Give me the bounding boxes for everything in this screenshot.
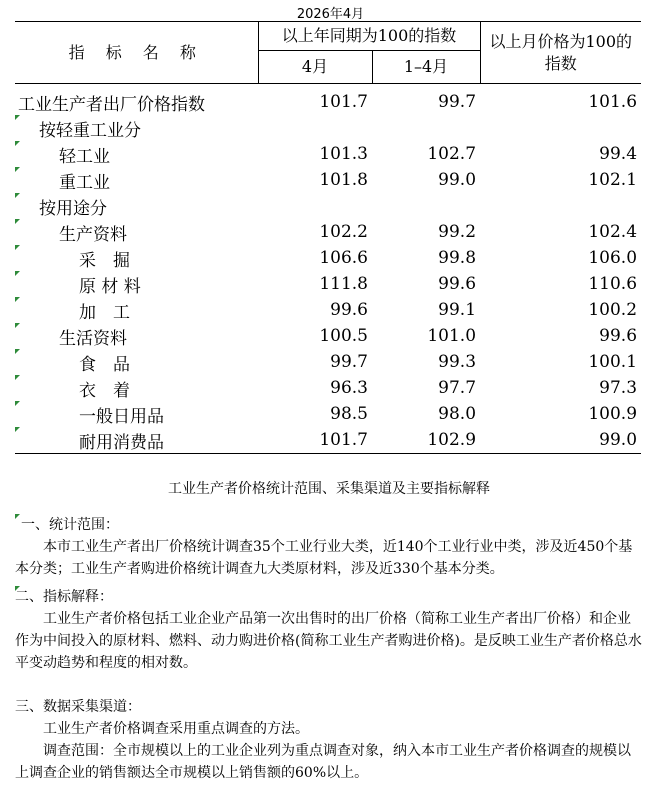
month-value: 101.7 xyxy=(258,427,372,454)
mom-value: 100.1 xyxy=(588,352,638,372)
indicator-name-cell xyxy=(15,427,258,454)
indicator-name: 生活资料 xyxy=(59,328,127,349)
table-row xyxy=(15,271,641,297)
table-row xyxy=(15,349,641,375)
scope-heading: 一、统计范围： xyxy=(21,517,119,533)
indicator-name: 重工业 xyxy=(59,172,110,193)
cell-marker-icon xyxy=(15,349,20,354)
ytd-value: 99.3 xyxy=(438,352,477,372)
ytd-value: 98.0 xyxy=(438,404,477,424)
indicator-name: 原 材 料 xyxy=(79,276,141,297)
indicator-name: 按轻重工业分 xyxy=(39,120,141,141)
indicator-name-cell xyxy=(15,401,258,427)
indicator-name-cell xyxy=(15,167,258,193)
collection-text-scope: 调查范围：全市规模以上的工业企业列为重点调查对象，纳入本市工业生产者价格调查的规模以上调查企业的销售额达全市规模以上销售额的60%以上。 xyxy=(15,743,631,781)
notes-section xyxy=(15,478,643,784)
cell-marker-icon xyxy=(15,167,20,172)
table-body xyxy=(15,84,641,454)
ytd-value: 99.0 xyxy=(438,170,477,190)
table-row xyxy=(15,219,641,245)
indicator-name: 加 工 xyxy=(79,302,130,323)
report-period: 2026年4月 xyxy=(296,7,365,22)
table-row xyxy=(15,84,641,116)
table-row xyxy=(15,401,641,427)
table-row xyxy=(15,375,641,401)
cell-marker-icon xyxy=(15,271,20,276)
mom-value: 99.6 xyxy=(599,326,638,346)
cell-marker-icon xyxy=(15,297,20,302)
ytd-value: 102.9 xyxy=(372,427,480,454)
month-value: 99.6 xyxy=(330,300,368,320)
month-value: 111.8 xyxy=(319,274,368,294)
month-value: 100.5 xyxy=(319,326,368,346)
table-row xyxy=(15,115,641,141)
cell-marker-icon xyxy=(15,586,20,591)
collection-heading: 三、数据采集渠道： xyxy=(15,699,141,715)
month-value: 98.5 xyxy=(330,404,368,424)
definition-text: 工业生产者价格包括工业企业产品第一次出售时的出厂价格（简称工业生产者出厂价格）和企业作为中间投入的原材料、燃料、动力购进价格(简称工业生产者购进价格)。是反映工业生产者价格总水平变动趋势和程度的相对数。 xyxy=(15,611,642,671)
collection-text-method: 工业生产者价格调查采用重点调查的方法。 xyxy=(43,721,309,737)
definition-heading: 二、指标解释： xyxy=(15,589,113,605)
price-index-table xyxy=(15,21,641,454)
indicator-name-cell xyxy=(15,193,258,219)
cell-marker-icon xyxy=(15,115,20,120)
cell-marker-icon xyxy=(15,427,20,432)
mom-value: 106.0 xyxy=(588,248,638,268)
mom-value: 102.4 xyxy=(588,222,638,242)
ytd-value: 101.0 xyxy=(427,326,477,346)
table-row xyxy=(15,297,641,323)
scope-text: 本市工业生产者出厂价格统计调查35个工业行业大类，近140个工业行业中类，涉及近450个基本分类；工业生产者购进价格统计调查九大类原材料，涉及近330个基本分类。 xyxy=(15,539,633,577)
mom-value: 100.9 xyxy=(588,404,638,424)
ytd-value: 102.7 xyxy=(427,144,477,164)
ytd-value: 99.7 xyxy=(438,92,477,112)
indicator-name: 一般日用品 xyxy=(79,406,164,427)
cell-marker-icon xyxy=(15,375,20,380)
table-row xyxy=(15,193,641,219)
notes-title: 工业生产者价格统计范围、采集渠道及主要指标解释 xyxy=(168,481,490,497)
table-row xyxy=(15,141,641,167)
mom-value: 97.3 xyxy=(599,378,638,398)
indicator-name-cell xyxy=(15,84,258,116)
yoy-group-header: 以上年同期为100的指数 xyxy=(258,22,480,51)
indicator-name-cell xyxy=(15,349,258,375)
ytd-value: 97.7 xyxy=(438,378,477,398)
indicator-name: 采 掘 xyxy=(79,250,130,271)
mom-value: 110.6 xyxy=(588,274,638,294)
definition-section xyxy=(15,586,643,608)
mom-value: 100.2 xyxy=(588,300,638,320)
month-header: 4月 xyxy=(258,51,372,84)
indicator-name: 轻工业 xyxy=(59,146,110,167)
month-value: 101.3 xyxy=(319,144,368,164)
indicator-name: 生产资料 xyxy=(59,224,127,245)
ytd-value xyxy=(372,193,480,219)
indicator-name-cell xyxy=(15,297,258,323)
ytd-value xyxy=(372,115,480,141)
month-value: 106.6 xyxy=(319,248,368,268)
indicator-name-cell xyxy=(15,141,258,167)
ytd-value: 99.6 xyxy=(438,274,477,294)
indicator-name: 按用途分 xyxy=(39,198,107,219)
scope-section xyxy=(15,514,643,536)
ytd-value: 99.2 xyxy=(438,222,477,242)
table-row xyxy=(15,167,641,193)
ytd-header: 1–4月 xyxy=(372,51,480,84)
month-value: 101.8 xyxy=(319,170,368,190)
table-row xyxy=(15,427,641,454)
mom-value xyxy=(480,193,641,219)
mom-value: 101.6 xyxy=(588,92,638,112)
indicator-name-cell xyxy=(15,271,258,297)
cell-marker-icon xyxy=(15,401,20,406)
mom-value xyxy=(480,115,641,141)
indicator-name-cell xyxy=(15,375,258,401)
indicator-name-cell xyxy=(15,219,258,245)
cell-marker-icon xyxy=(15,141,20,146)
month-value xyxy=(258,115,372,141)
table-row xyxy=(15,323,641,349)
mom-value: 99.0 xyxy=(480,427,641,454)
mom-header: 以上月价格为100的指数 xyxy=(480,22,641,84)
indicator-name: 耐用消费品 xyxy=(79,432,164,453)
ytd-value: 99.8 xyxy=(438,248,477,268)
cell-marker-icon xyxy=(15,514,20,519)
indicator-header: 指 标 名 称 xyxy=(15,22,258,84)
indicator-name: 工业生产者出厂价格指数 xyxy=(18,94,205,115)
indicator-name: 食 品 xyxy=(79,354,130,375)
cell-marker-icon xyxy=(15,245,20,250)
indicator-name-cell xyxy=(15,115,258,141)
cell-marker-icon xyxy=(15,193,20,198)
month-value: 99.7 xyxy=(330,352,368,372)
ytd-value: 99.1 xyxy=(438,300,477,320)
cell-marker-icon xyxy=(15,219,20,224)
indicator-name-cell xyxy=(15,323,258,349)
month-value: 102.2 xyxy=(319,222,368,242)
indicator-name-cell xyxy=(15,245,258,271)
month-value: 96.3 xyxy=(330,378,368,398)
table-row xyxy=(15,245,641,271)
mom-value: 102.1 xyxy=(588,170,638,190)
collection-section xyxy=(15,696,643,718)
month-value: 101.7 xyxy=(319,92,368,112)
cell-marker-icon xyxy=(15,323,20,328)
month-value xyxy=(258,193,372,219)
indicator-name: 衣 着 xyxy=(79,380,130,401)
mom-value: 99.4 xyxy=(599,144,638,164)
